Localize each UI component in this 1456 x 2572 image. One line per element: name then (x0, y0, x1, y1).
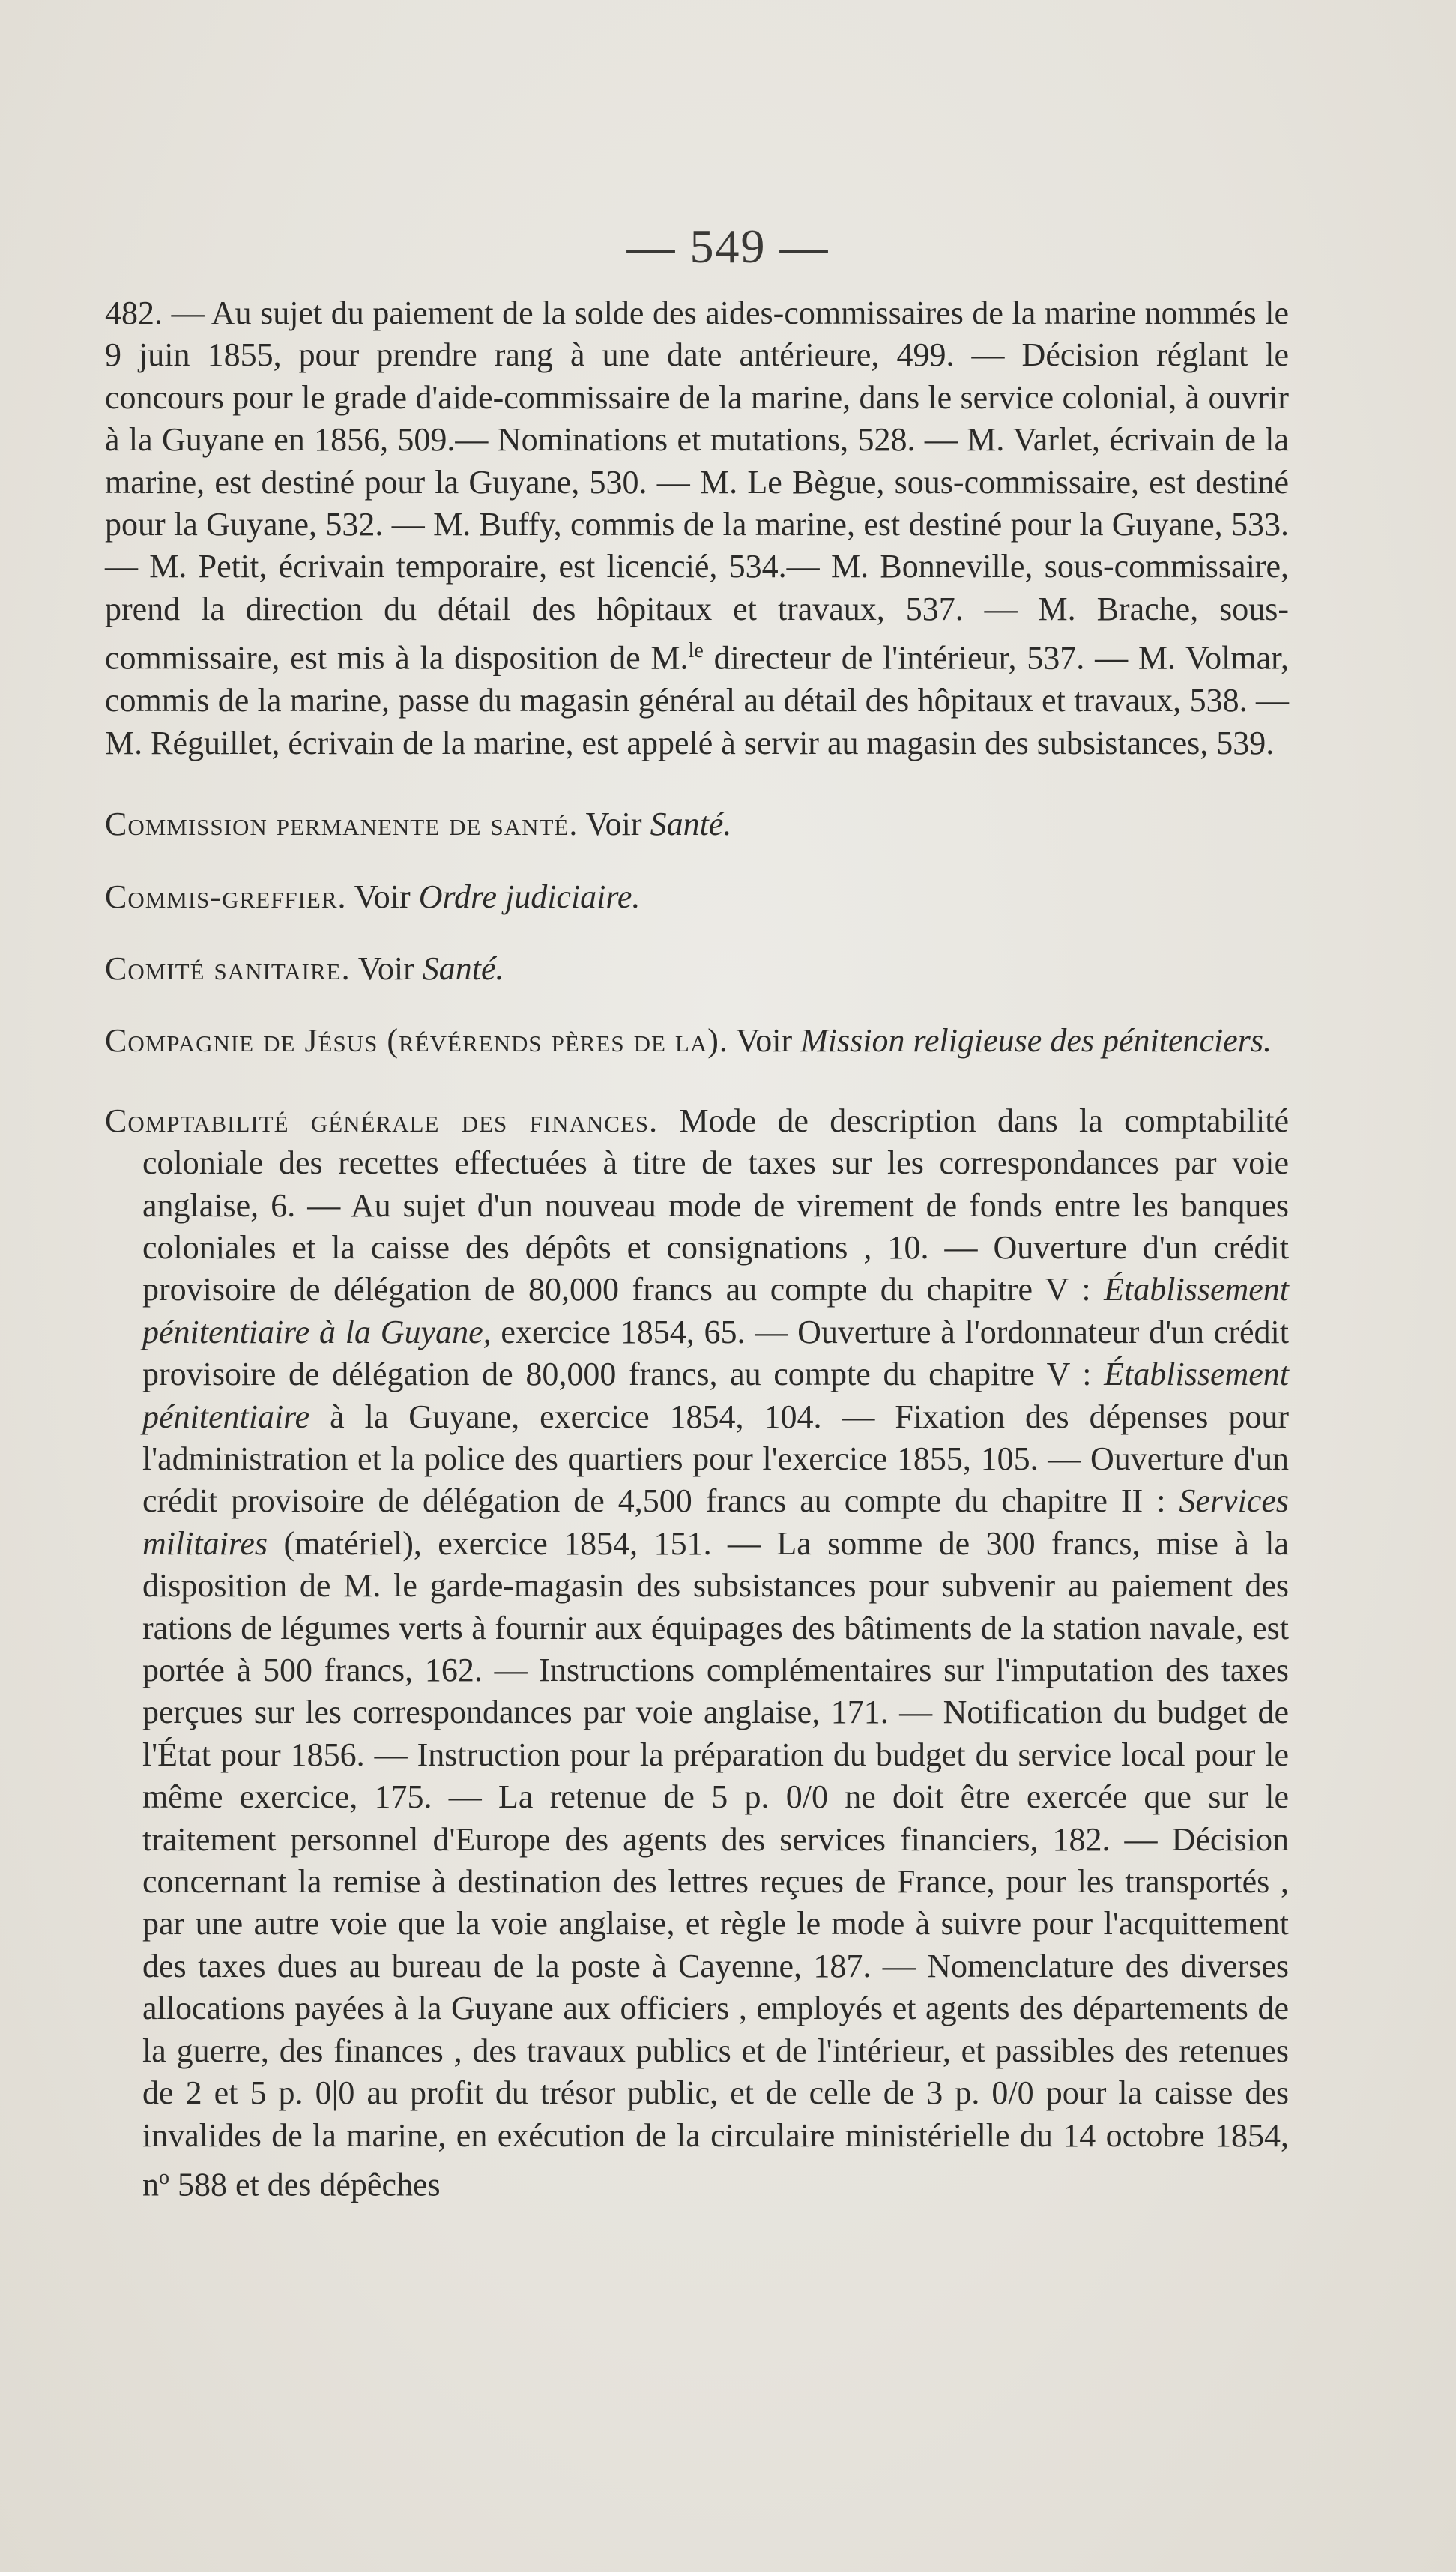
index-entry (105, 948, 1289, 990)
index-text-column (105, 292, 1289, 2206)
continuation-paragraph (105, 292, 1289, 764)
entry-heading: Compagnie de Jésus (révérends pères de la). (105, 1022, 728, 1060)
entry-body-text: (matériel), exercice 1854, 151. — La somme de 300 francs, mise à la disposition de M. le garde-magasin des subsistances pour subvenir au paiement des rations de légumes verts à fournir aux équipages des bâtiments de la station navale, est portée à 500 francs, 162. — Instructions complémentaires sur l'imputation des taxes perçues sur les correspondances par voie anglaise, 171. — Notification du budget de l'État pour 1856. — Instruction pour la préparation du budget du service local pour le même exercice, 175. — La retenue de 5 p. 0/0 ne doit être exercée que sur le traitement personnel d'Europe des agents des services financiers, 182. — Décision concernant la remise à destination des lettres reçues de France, pour les transportés , par une autre voie que la voie anglaise, et règle le mode à suivre pour l'acquittement des taxes dues au bureau de la poste à Cayenne, 187. — Nomenclature des diverses allocations payées à la Guyane aux officiers , employés et agents des départements de la guerre, des finances , des travaux publics et de l'intérieur, et passibles des retenues de 2 et 5 p. 0|0 au profit du trésor public, et de celle de 3 p. 0/0 pour la caisse des invalides de la marine, en exécution de la circulaire ministérielle du 14 octobre 1854, n (142, 1524, 1289, 2203)
entry-italic-text: Établissement pénitentiaire (142, 1356, 1289, 1435)
entry-lead: Voir (350, 950, 423, 987)
entry-italic-text: Services militaires (142, 1482, 1289, 1562)
entry-body-text: Mode de description dans la comptabilité coloniale des recettes effectuées à titre de taxes sur les correspondances par voie anglaise, 6. — Au sujet d'un nouveau mode de virement de fonds entre les banques coloniales et la caisse des dépôts et consignations , 10. — Ouverture d'un crédit provisoire de délégation de 80,000 francs au compte du chapitre V : (142, 1102, 1289, 1308)
entry-body-text: à la Guyane, exercice 1854, 104. — Fixation des dépenses pour l'administration et la police des quartiers pour l'exercice 1855, 105. — Ouverture d'un crédit provisoire de délégation de 4,500 francs au compte du chapitre II : (142, 1398, 1289, 1520)
entry-italic-text: Établissement pénitentiaire à la Guyane, (142, 1271, 1289, 1350)
page-number: — 549 — (626, 220, 830, 273)
entry-heading: Commission permanente de santé. (105, 806, 579, 843)
entry-reference: Santé. (422, 950, 504, 987)
continuation-text-2: directeur de l'intérieur, 537. — M. Volmar, commis de la marine, passe du magasin général au détail des hôpitaux et travaux, 538. — M. Réguillet, écrivain de la marine, est appelé à servir au magasin des subsistances, 539. (105, 639, 1289, 761)
index-entry-comptabilite (105, 1100, 1289, 2206)
entry-reference: Santé. (650, 806, 732, 843)
entry-heading: Comité sanitaire. (105, 950, 351, 987)
entry-lead: Voir (578, 806, 650, 843)
entry-heading: Commis-greffier. (105, 878, 347, 915)
continuation-superscript: le (688, 639, 704, 663)
entry-lead: Voir (728, 1022, 801, 1060)
index-entry (105, 1020, 1289, 1062)
entry-heading: Comptabilité générale des finances. (105, 1102, 659, 1139)
continuation-text-1: 482. — Au sujet du paiement de la solde des aides-commissaires de la marine nommés le 9 juin 1855, pour prendre rang à une date antérieure, 499. — Décision réglant le concours pour le grade d'aide-commissaire de la marine, dans le service colonial, à ouvrir à la Guyane en 1856, 509.— Nominations et mutations, 528. — M. Varlet, écrivain de la marine, est destiné pour la Guyane, 530. — M. Le Bègue, sous-commissaire, est destiné pour la Guyane, 532. — M. Buffy, commis de la marine, est destiné pour la Guyane, 533. — M. Petit, écrivain temporaire, est licencié, 534.— M. Bonneville, sous-commissaire, prend la direction du détail des hôpitaux et travaux, 537. — M. Brache, sous-commissaire, est mis à la disposition de M. (105, 295, 1289, 677)
entry-body-text: 588 et des dépêches (169, 2166, 441, 2203)
index-entry (105, 876, 1289, 918)
entry-superscript: o (159, 2165, 169, 2189)
index-entry (105, 803, 1289, 845)
entry-lead: Voir (346, 878, 419, 915)
entry-reference: Ordre judiciaire. (418, 878, 641, 915)
entry-body-text: exercice 1854, 65. — Ouverture à l'ordonnateur d'un crédit provisoire de délégation de 80,000 francs, au compte du chapitre V : (142, 1313, 1289, 1393)
entry-reference: Mission religieuse des pénitenciers. (800, 1022, 1272, 1060)
